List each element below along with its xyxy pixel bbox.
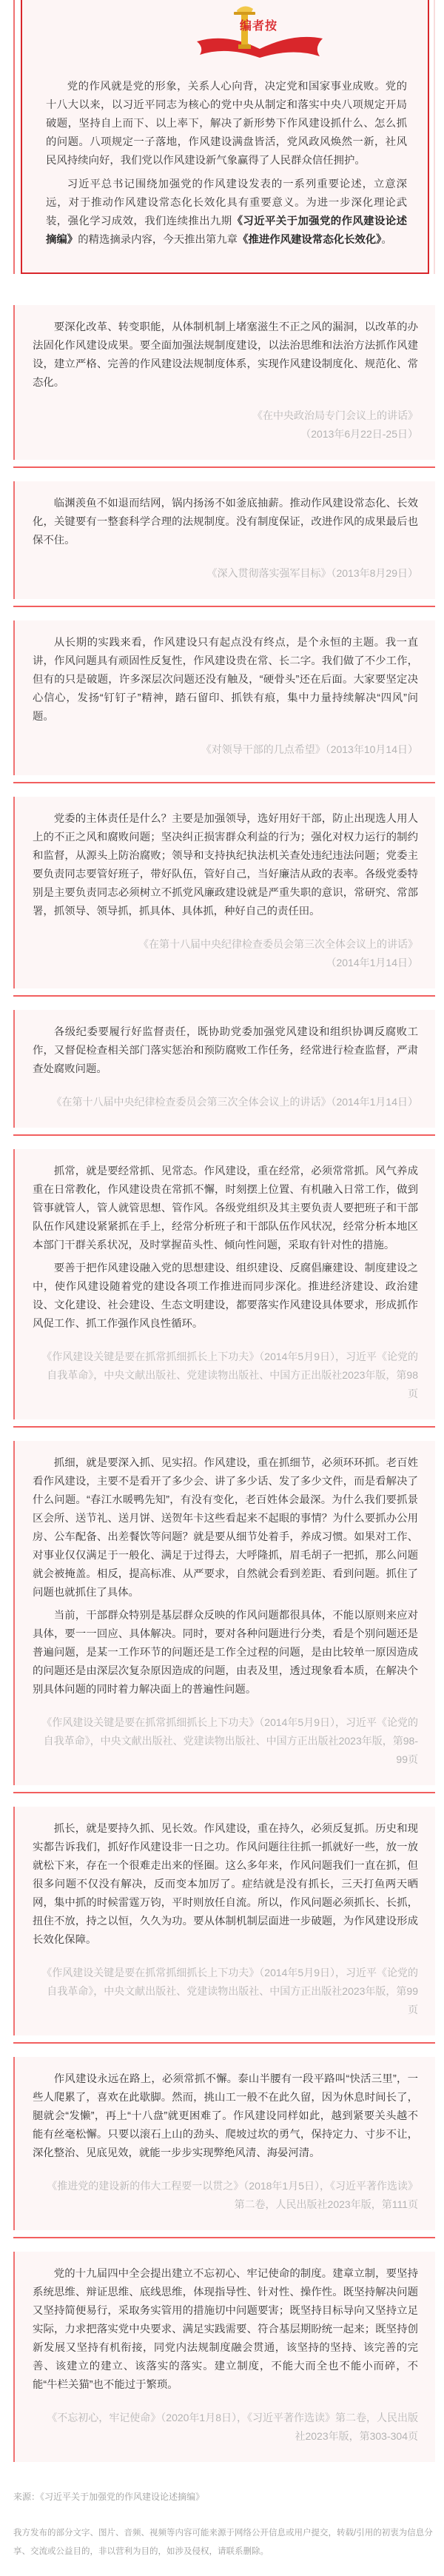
- quote-citation: [33, 1093, 418, 1111]
- disclaimer: 我方发布的部分文字、图片、音频、视频等内容可能来源于网络公开信息或用户提交，转载/引用的初衷为信息分享、交流或公益目的，非以营利为目的，如涉及侵权，请联系删除。: [13, 2529, 433, 2556]
- citation-line: （2013年6月22日-25日）: [300, 428, 418, 440]
- citation-line: （2014年1月14日）: [326, 957, 418, 968]
- quote-card: [13, 2057, 435, 2230]
- divider: [13, 1134, 435, 1136]
- quote-paragraph: 抓细，就是要深入抓、见实招。作风建设，重在抓细节，必须环环抓。老百姓看作风建设，主要不是看开了多少会、讲了多少话、发了多少文件，而是看解决了什么问题。“春江水暖鸭先知”，有没有变化，老百姓体会最深。为什么我们要抓景区会所、送节礼、送月饼、送贺年卡这些看起来不起眼的事情？为什么要抓办公用房、公车配备、出差餐饮等问题？就是要从细节处着手，养成习惯。如果对工作、对事业仅仅满足于一般化、满足于过得去，大呼隆抓，眉毛胡子一把抓，那么问题就会被掩盖。相反，提高标准、从严要求，自然就会看到差距、看到问题。抓住了问题也就抓住了具体。: [33, 1457, 418, 1599]
- quote-paragraph: 作风建设永远在路上，必须常抓不懈。泰山半腰有一段平路叫“快活三里”，一些人爬累了，喜欢在此歇脚。然而，挑山工一般不在此久留，因为休息时间长了，腿就会“发懒”，再上“十八盘”就更困难了。作风建设同样如此，越到紧要关头越不能有丝毫松懈。只要以滚石上山的劲头、爬坡过坎的勇气，保持定力、寸步不让，深化整治、见底见效，就能一步步实现弊绝风清、海晏河清。: [33, 2073, 418, 2159]
- citation-line: 《对领导干部的几点希望》（2013年10月14日）: [201, 743, 418, 755]
- citation-line: 《作风建设关键是要在抓常抓细抓长上下功夫》（2014年5月9日），习近平《论党的自我革命》，中央文献出版社、党建读物出版社、中国方正出版社2023年版，第99页: [41, 1967, 418, 2015]
- quote-card: [13, 2252, 435, 2462]
- quote-citation: [33, 740, 418, 759]
- book-title: 《习近平关于加强党的作风建设论述摘编》: [46, 215, 407, 246]
- quote-paragraph: 当前，干部群众特别是基层群众反映的作风问题都很具体，不能以原则来应对具体，要一一回应、具体解决。同时，要对各种问题进行分类，看是个别问题还是普遍问题，是某一工作环节的问题还是工作全过程的问题，是由比较单一原因造成的问题还是由深层次复杂原因造成的问题，由表及里，透过现象看本质，在解决个别具体问题的同时着力解决面上的普遍性问题。: [33, 1610, 418, 1696]
- divider: [13, 2237, 435, 2238]
- quote-citation: [33, 2177, 418, 2214]
- editor-note-header: [46, 0, 407, 78]
- quote-citation: [33, 407, 418, 444]
- editor-note-title: 编者按: [240, 20, 278, 33]
- quote-card: [13, 797, 435, 988]
- quote-paragraph: 抓长，就是要持久抓、见长效。作风建设，重在持久，必须反复抓。历史和现实都告诉我们，抓好作风建设非一日之功。作风问题往往抓一抓就好一些，放一放就松下来，存在一个很难走出来的怪圈。这么多年来，作风问题我们一直在抓，但很多问题不仅没有解决，反而变本加厉了。症结就是没有抓长，三天打鱼两天晒网，集中抓的时候雷霆万钧，平时则放任自流。所以，作风问题必须抓长、长抓，扭住不放，持之以恒，久久为功。要从体制机制层面进一步破题，为作风建设形成长效化保障。: [33, 1823, 418, 1946]
- citation-line: 《在第十八届中央纪律检查委员会第三次全体会议上的讲话》（2014年1月14日）: [51, 1096, 418, 1108]
- quote-paragraph: 各级纪委要履行好监督责任，既协助党委加强党风建设和组织协调反腐败工作，又督促检查相关部门落实惩治和预防腐败工作任务，经常进行检查监督，严肃查处腐败问题。: [33, 1026, 418, 1075]
- quote-citation: [33, 935, 418, 972]
- citation-line: 《在中央政治局专门会议上的讲话》: [252, 409, 418, 421]
- editor-note-section: [13, 0, 435, 274]
- quote-paragraph: 党的十九届四中全会提出建立不忘初心、牢记使命的制度。建章立制，要坚持系统思维、辩证思维、底线思维，体现指导性、针对性、操作性。既坚持解决问题又坚持简便易行，采取务实管用的措施切中问题要害；既坚持目标导向又坚持立足实际，力求把落实党中央要求、满足实践需要、符合基层期盼统一起来；既坚持创新发展又坚持有机衔接，同党内法规制度融会贯通，该坚持的坚持、该完善的完善、该建立的建立、该落实的落实。建立制度，不能大而全也不能小而碎，不能“牛栏关猫”也不能过于繁琐。: [33, 2268, 418, 2391]
- quote-paragraph: 党委的主体责任是什么？主要是加强领导，选好用好干部，防止出现选人用人上的不正之风和腐败问题；坚决纠正损害群众利益的行为；强化对权力运行的制约和监督，从源头上防治腐败；领导和支持执纪执法机关查处违纪违法问题；党委主要负责同志要管好班子，带好队伍，管好自己，当好廉洁从政的表率。各级党委特别是主要负责同志必须树立不抓党风廉政建设就是严重失职的意识，常研究、常部署，抓领导、领导抓，抓具体、具体抓，种好自己的责任田。: [33, 813, 418, 917]
- citation-line: 《深入贯彻落实强军目标》（2013年8月29日）: [206, 567, 418, 579]
- divider: [13, 782, 435, 783]
- divider: [13, 2042, 435, 2044]
- chapter-title: 《推进作风建设常态化长效化》: [238, 234, 382, 246]
- quote-card: [13, 1149, 435, 1419]
- quote-paragraph: 要善于把作风建设融入党的思想建设、组织建设、反腐倡廉建设、制度建设之中，使作风建设随着党的建设各项工作推进而同步深化。推进经济建设、政治建设、文化建设、社会建设、生态文明建设，都要落实作风建设具体要求，形成抓作风促工作、抓工作强作风良性循环。: [33, 1262, 418, 1330]
- quote-citation: [33, 564, 418, 583]
- divider: [13, 1792, 435, 1793]
- editor-note-box: [21, 0, 429, 274]
- editor-note-text: 习近平总书记围绕加强党的作风建设发表的一系列重要论述，立意深远，对于推动作风建设常态化长效化具有重要意义。为进一步深化理论武装，强化学习成效，我们连续推出九期: [46, 178, 407, 227]
- editor-note-text: 的精选摘录内容，今天推出第九章: [78, 234, 238, 246]
- editor-note-paragraph: [46, 175, 407, 250]
- citation-line: 《作风建设关键是要在抓常抓细抓长上下功夫》（2014年5月9日），习近平《论党的自我革命》，中央文献出版社、党建读物出版社、中国方正出版社2023年版，第98-99页: [41, 1716, 418, 1765]
- quote-card: [13, 1441, 435, 1785]
- quote-card: [13, 481, 435, 599]
- quote-card: [13, 1010, 435, 1128]
- quote-paragraph: 抓常，就是要经常抓、见常态。作风建设，重在经常，必须常常抓。风气养成重在日常教化，作风建设贵在常抓不懈，时刻摆上位置、有机融入日常工作，做到管事就管人，管人就管思想、管作风。各级党组织及其主要负责人要把班子和干部队伍作风建设紧紧抓在手上，经常分析班子和干部队伍作风状况，经常分析本地区本部门干群关系状况，及时掌握苗头性、倾向性问题，采取有针对性的措施。: [33, 1165, 418, 1251]
- quote-paragraph: 要深化改革、转变职能，从体制机制上堵塞滋生不正之风的漏洞，以改革的办法固化作风建设成果。要全面加强法规制度建设，以法治思维和法治方法抓作风建设，建立严格、完善的作风建设法规制度体系，实现作风建设制度化、规范化、常态化。: [33, 321, 418, 389]
- quote-card: [13, 1807, 435, 2035]
- quote-citation: [33, 1348, 418, 1403]
- editor-note-text: 。: [381, 234, 392, 246]
- divider: [13, 995, 435, 997]
- citation-line: 《作风建设关键是要在抓常抓细抓长上下功夫》（2014年5月9日），习近平《论党的自我革命》，中央文献出版社、党建读物出版社、中国方正出版社2023年版，第98页: [41, 1351, 418, 1399]
- citation-line: 《在第十八届中央纪律检查委员会第三次全体会议上的讲话》: [138, 938, 418, 950]
- quote-paragraph: 临渊羡鱼不如退而结网，锅内扬汤不如釜底抽薪。推动作风建设常态化、长效化，关键要有一整套科学合理的法规制度。没有制度保证，改进作风的成果最后也保不住。: [33, 498, 418, 546]
- citation-line: 《不忘初心，牢记使命》（2020年1月8日），《习近平著作选读》第二卷，人民出版社2023年版，第303-304页: [47, 2412, 418, 2442]
- quote-citation: [33, 1964, 418, 2019]
- quote-list: [0, 305, 444, 2462]
- divider: [13, 466, 435, 468]
- quote-citation: [33, 1713, 418, 1769]
- divider: [13, 1426, 435, 1428]
- quote-citation: [33, 2409, 418, 2446]
- quote-paragraph: 从长期的实践来看，作风建设只有起点没有终点，是个永恒的主题。我一直讲，作风问题具有顽固性反复性，作风建设贵在常、长二字。我们做了不少工作，但有的只是破题，许多深层次问题还没有触及，“硬骨头”还在后面。大家要坚定决心信心，发扬“钉钉子”精神，踏石留印、抓铁有痕，集中力量持续解决“四风”问题。: [33, 637, 418, 723]
- quote-card: [13, 305, 435, 460]
- source-line: 来源：《习近平关于加强党的作风建设论述摘编》: [13, 2492, 205, 2502]
- editor-note-paragraph: 党的作风就是党的形象，关系人心向背，决定党和国家事业成败。党的十八大以来，以习近平同志为核心的党中央从制定和落实中央八项规定开局破题，坚持自上而下、以上率下，解决了新形势下作风建设抓什么、怎么抓的问题。八项规定一子落地，作风建设满盘皆活，党风政风焕然一新，社风民风持续向好，我们党以作风建设新气象赢得了人民群众信任拥护。: [46, 81, 407, 167]
- quote-card: [13, 620, 435, 775]
- divider: [13, 606, 435, 607]
- citation-line: 《推进党的建设新的伟大工程要一以贯之》（2018年1月5日），《习近平著作选读》第二卷，人民出版社2023年版，第111页: [47, 2180, 418, 2210]
